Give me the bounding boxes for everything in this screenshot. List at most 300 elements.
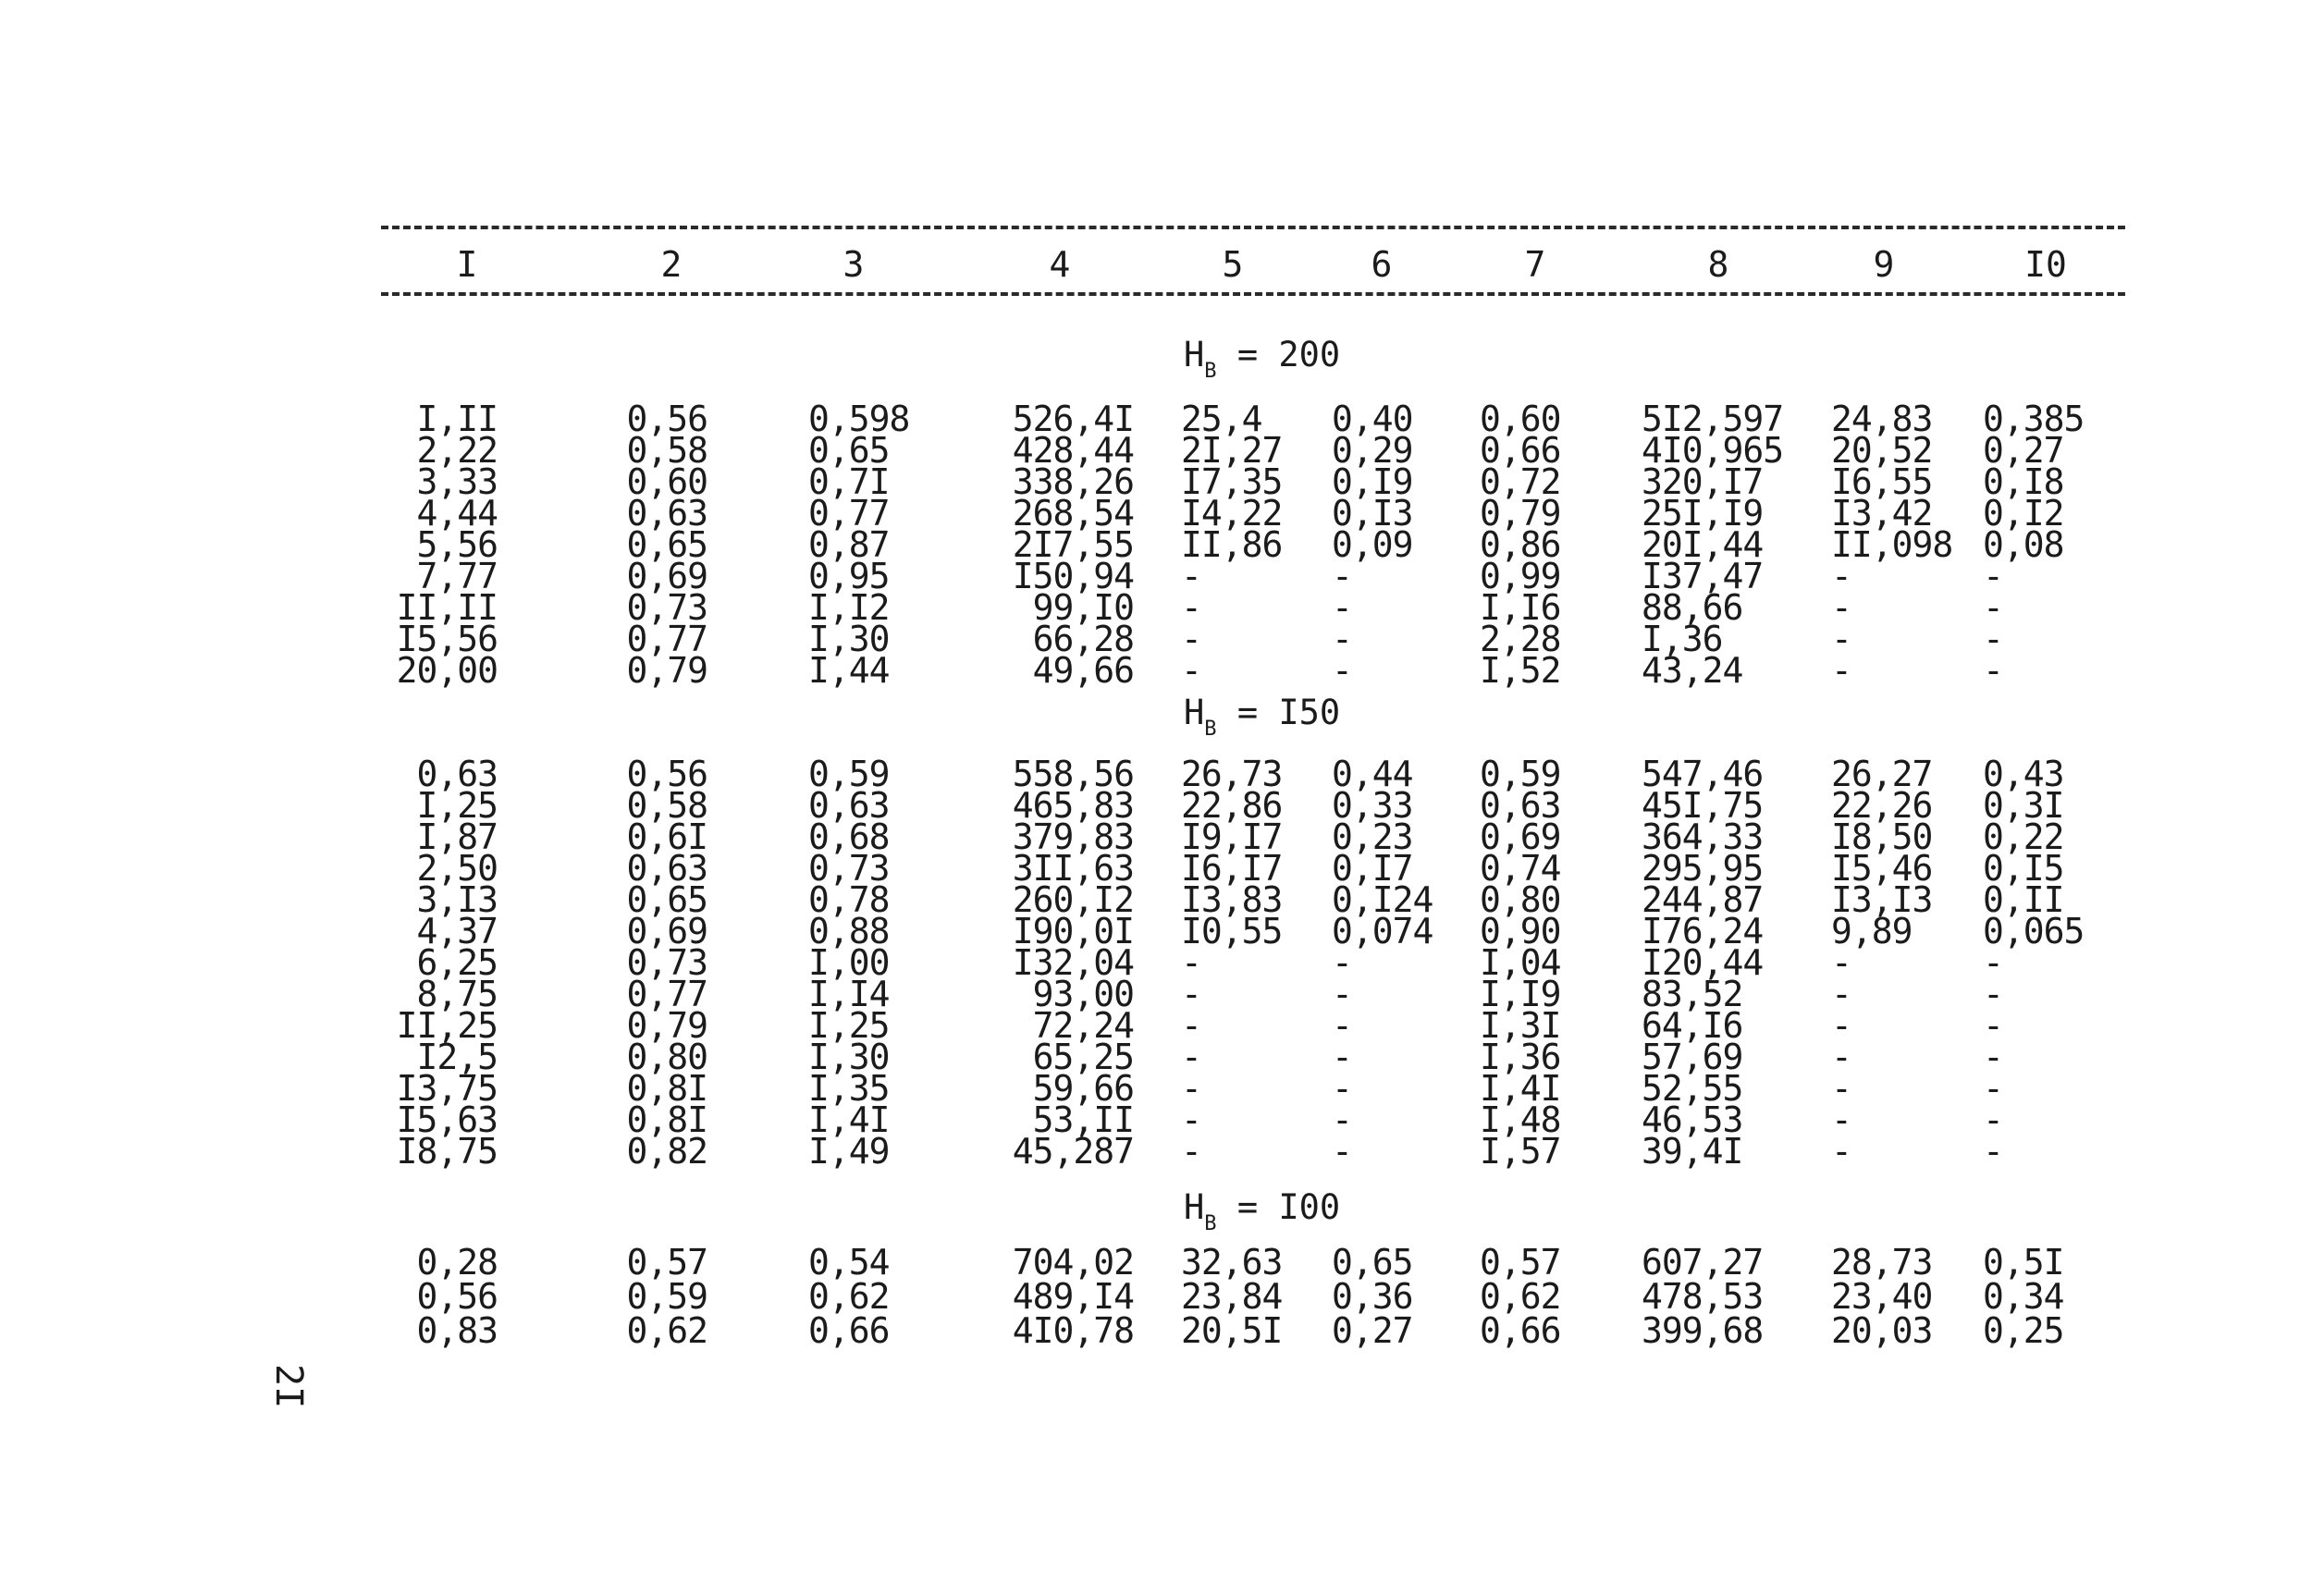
table-cell: 0,I2 [1983,493,2064,534]
table-cell: - [1983,587,2003,628]
table-cell: - [1831,1005,1851,1046]
table-cell: I,I4 [808,974,890,1014]
table-cell: I3,75 [396,1068,498,1109]
table-cell: 0,60 [1480,399,1561,439]
table-cell: 0,59 [626,1276,707,1317]
section-label-subscript: B [1204,360,1217,383]
section-label-value: = I00 [1236,1187,1341,1227]
table-cell: - [1332,1037,1352,1077]
table-cell: I3,42 [1831,493,1933,534]
table-cell: 0,58 [626,785,707,826]
table-cell: I76,24 [1642,911,1764,951]
table-cell: 0,08 [1983,524,2064,565]
table-column-9 [1831,1242,1961,1351]
table-cell: - [1831,619,1851,659]
table-cell: 320,I7 [1642,461,1764,502]
table-cell: I8,75 [396,1131,498,1172]
table-cell: I,25 [416,785,498,826]
table-cell: - [1983,650,2003,691]
table-cell: - [1332,1068,1352,1109]
table-cell: 0,59 [1480,754,1561,794]
table-cell: 22,86 [1181,785,1283,826]
table-cell: 64,I6 [1642,1005,1743,1046]
table-column-1 [387,754,498,1172]
table-cell: - [1831,587,1851,628]
table-cell: - [1332,942,1352,983]
table-cell: I50,94 [1012,556,1134,596]
table-cell: 45,287 [1012,1131,1134,1172]
table-cell: I,I9 [1480,974,1561,1014]
table-cell: - [1181,587,1201,628]
table-cell: 0,34 [1983,1276,2064,1317]
page-number: 2I [267,1364,310,1409]
table-cell: I,52 [1480,650,1561,691]
table-column-10 [1983,1242,2103,1351]
section-label-hb-200 [1184,333,1340,383]
table-column-1 [387,1242,498,1351]
section-label-subscript: B [1204,718,1217,741]
table-column-2 [615,399,707,691]
table-cell: 0,73 [626,942,707,983]
table-cell: 0,27 [1983,430,2064,471]
table-cell: 0,79 [1480,493,1561,534]
table-cell: 260,I2 [1012,879,1134,920]
table-cell: 0,I7 [1332,848,1413,889]
table-cell: 2,28 [1480,619,1561,659]
table-cell: 0,77 [626,974,707,1014]
table-cell: 83,52 [1642,974,1743,1014]
table-cell: 0,56 [626,754,707,794]
table-column-8 [1642,399,1790,691]
table-cell: - [1181,942,1201,983]
table-cell: 4I0,78 [1012,1310,1134,1351]
table-cell: 72,24 [1032,1005,1134,1046]
column-header-9: 9 [1873,244,1895,285]
table-cell: 25,4 [1181,399,1262,439]
table-cell: 0,25 [1983,1310,2064,1351]
table-column-10 [1983,399,2103,691]
table-cell: 244,87 [1642,879,1764,920]
table-cell: 53,II [1032,1099,1134,1140]
table-cell: 0,65 [626,524,707,565]
table-cell: 2I7,55 [1012,524,1134,565]
table-cell: 4,37 [416,911,498,951]
table-cell: 0,8I [626,1068,707,1109]
table-cell: 0,65 [1332,1242,1413,1283]
table-cell: I,I2 [808,587,890,628]
table-cell: 0,80 [626,1037,707,1077]
table-cell: 99,I0 [1032,587,1134,628]
table-cell: 0,54 [808,1242,890,1283]
table-cell: - [1831,942,1851,983]
table-cell: I,25 [808,1005,890,1046]
table-cell: 0,33 [1332,785,1413,826]
table-cell: 0,74 [1480,848,1561,889]
table-cell: 88,66 [1642,587,1743,628]
table-cell: 0,3I [1983,785,2064,826]
table-cell: 0,I5 [1983,848,2064,889]
table-cell: 0,79 [626,650,707,691]
table-cell: - [1332,556,1352,596]
table-cell: I5,56 [396,619,498,659]
table-column-1 [387,399,498,691]
table-cell: 0,63 [626,848,707,889]
table-cell: 0,62 [1480,1276,1561,1317]
table-cell: 0,88 [808,911,890,951]
table-cell: 9,89 [1831,911,1913,951]
table-cell: 0,40 [1332,399,1413,439]
table-cell: 0,62 [626,1310,707,1351]
table-cell: 0,60 [626,461,707,502]
table-cell: 0,09 [1332,524,1413,565]
section-label-value: = I50 [1236,693,1341,732]
table-cell: 0,77 [808,493,890,534]
table-cell: I32,04 [1012,942,1134,983]
table-cell: 704,02 [1012,1242,1134,1283]
table-cell: - [1332,650,1352,691]
table-cell: 0,22 [1983,816,2064,857]
table-cell: 4,44 [416,493,498,534]
table-cell: 0,074 [1332,911,1433,951]
table-cell: 0,95 [808,556,890,596]
table-cell: 0,77 [626,619,707,659]
table-cell: 364,33 [1642,816,1764,857]
section-label-symbol: H [1184,1187,1205,1227]
table-cell: - [1181,1037,1201,1077]
table-cell: 23,40 [1831,1276,1933,1317]
table-cell: 20,5I [1181,1310,1283,1351]
table-column-2 [615,1242,707,1351]
section-label-value: = 200 [1236,335,1341,374]
table-cell: 0,23 [1332,816,1413,857]
table-cell: 0,I3 [1332,493,1413,534]
section-label-hb-150 [1184,691,1340,741]
table-cell: 0,83 [416,1310,498,1351]
column-header-1: I [456,244,478,285]
table-cell: 5,56 [416,524,498,565]
table-cell: 0,65 [626,879,707,920]
table-cell: 32,63 [1181,1242,1283,1283]
table-cell: 8,75 [416,974,498,1014]
table-cell: 28,73 [1831,1242,1933,1283]
table-cell: 0,73 [808,848,890,889]
table-cell: 399,68 [1642,1310,1764,1351]
table-cell: 0,II [1983,879,2064,920]
table-cell: 0,62 [808,1276,890,1317]
column-header-6: 6 [1371,244,1393,285]
table-cell: 526,4I [1012,399,1134,439]
table-cell: 428,44 [1012,430,1134,471]
table-cell: 0,79 [626,1005,707,1046]
table-cell: I0,55 [1181,911,1283,951]
table-cell: I,II [416,399,498,439]
table-cell: 0,57 [626,1242,707,1283]
table-cell: 20,52 [1831,430,1933,471]
header-bottom-rule [381,292,2125,296]
table-cell: I,4I [1480,1068,1561,1109]
table-column-8 [1642,1242,1790,1351]
table-cell: - [1983,974,2003,1014]
table-column-6 [1332,754,1443,1172]
table-cell: 0,66 [1480,430,1561,471]
table-cell: I,44 [808,650,890,691]
table-cell: II,86 [1181,524,1283,565]
table-cell: 20,03 [1831,1310,1933,1351]
table-cell: I,04 [1480,942,1561,983]
table-cell: - [1181,1131,1201,1172]
table-top-rule [381,226,2125,229]
table-cell: 49,66 [1032,650,1134,691]
table-cell: - [1181,974,1201,1014]
table-column-5 [1181,399,1292,691]
table-cell: 0,63 [416,754,498,794]
table-cell: 547,46 [1642,754,1764,794]
table-cell: 0,56 [416,1276,498,1317]
table-column-6 [1332,1242,1443,1351]
table-cell: 0,69 [626,911,707,951]
table-cell: I6,I7 [1181,848,1283,889]
table-cell: 0,I9 [1332,461,1413,502]
table-cell: 24,83 [1831,399,1933,439]
table-cell: - [1181,1005,1201,1046]
table-cell: I,30 [808,619,890,659]
table-cell: 93,00 [1032,974,1134,1014]
table-cell: I3,83 [1181,879,1283,920]
table-cell: I,4I [808,1099,890,1140]
section-label-symbol: H [1184,693,1205,732]
table-column-4 [990,399,1134,691]
table-cell: 26,27 [1831,754,1933,794]
table-column-5 [1181,1242,1292,1351]
table-cell: - [1181,1068,1201,1109]
table-cell: 0,66 [1480,1310,1561,1351]
table-cell: I37,47 [1642,556,1764,596]
table-cell: - [1332,1005,1352,1046]
table-cell: 20I,44 [1642,524,1764,565]
table-cell: 6,25 [416,942,498,983]
table-cell: 0,69 [1480,816,1561,857]
table-cell: - [1983,1037,2003,1077]
table-cell: - [1332,1099,1352,1140]
table-cell: 20,00 [396,650,498,691]
table-cell: 338,26 [1012,461,1134,502]
table-cell: 0,59 [808,754,890,794]
table-cell: 0,78 [808,879,890,920]
table-column-9 [1831,754,1961,1172]
table-cell: - [1831,1068,1851,1109]
table-cell: 0,90 [1480,911,1561,951]
table-cell: 268,54 [1012,493,1134,534]
table-column-7 [1480,754,1581,1172]
table-cell: 0,68 [808,816,890,857]
table-cell: I,57 [1480,1131,1561,1172]
table-cell: I5,46 [1831,848,1933,889]
table-cell: 0,598 [808,399,910,439]
table-cell: I,3I [1480,1005,1561,1046]
table-cell: - [1181,556,1201,596]
table-cell: I,30 [808,1037,890,1077]
table-cell: 379,83 [1012,816,1134,857]
table-column-10 [1983,754,2103,1172]
table-cell: 465,83 [1012,785,1134,826]
table-cell: 66,28 [1032,619,1134,659]
table-cell: - [1983,1099,2003,1140]
table-cell: I,I6 [1480,587,1561,628]
table-cell: I8,50 [1831,816,1933,857]
table-cell: I,36 [1642,619,1723,659]
table-cell: - [1983,942,2003,983]
table-cell: - [1831,1131,1851,1172]
table-cell: 59,66 [1032,1068,1134,1109]
table-cell: 0,65 [808,430,890,471]
table-cell: 26,73 [1181,754,1283,794]
table-cell: I,36 [1480,1037,1561,1077]
table-cell: - [1332,619,1352,659]
table-column-4 [990,754,1134,1172]
table-cell: 0,82 [626,1131,707,1172]
table-cell: 0,80 [1480,879,1561,920]
table-cell: 0,63 [626,493,707,534]
table-cell: 0,6I [626,816,707,857]
table-cell: 3,I3 [416,879,498,920]
table-cell: 46,53 [1642,1099,1743,1140]
table-cell: - [1181,1099,1201,1140]
table-cell: I7,35 [1181,461,1283,502]
table-column-4 [990,1242,1134,1351]
table-cell: 0,43 [1983,754,2064,794]
table-cell: 0,28 [416,1242,498,1283]
table-cell: 39,4I [1642,1131,1743,1172]
table-cell: - [1332,974,1352,1014]
table-cell: 0,58 [626,430,707,471]
table-cell: 0,63 [1480,785,1561,826]
table-cell: 43,24 [1642,650,1743,691]
table-column-6 [1332,399,1443,691]
table-cell: 0,44 [1332,754,1413,794]
table-cell: 0,69 [626,556,707,596]
table-column-2 [615,754,707,1172]
table-cell: 7,77 [416,556,498,596]
table-cell: 478,53 [1642,1276,1764,1317]
table-cell: 3II,63 [1012,848,1134,889]
table-cell: 0,8I [626,1099,707,1140]
table-column-5 [1181,754,1292,1172]
table-cell: I2,5 [416,1037,498,1077]
table-cell: 0,I8 [1983,461,2064,502]
table-cell: 4I0,965 [1642,430,1784,471]
table-cell: 489,I4 [1012,1276,1134,1317]
table-cell: 0,99 [1480,556,1561,596]
table-cell: I,49 [808,1131,890,1172]
table-cell: 0,86 [1480,524,1561,565]
table-cell: 0,385 [1983,399,2085,439]
table-cell: 25I,I9 [1642,493,1764,534]
table-cell: 5I2,597 [1642,399,1784,439]
table-column-3 [808,399,910,691]
table-cell: I6,55 [1831,461,1933,502]
table-column-3 [808,1242,910,1351]
table-cell: I3,I3 [1831,879,1933,920]
column-header-5: 5 [1222,244,1244,285]
table-cell: 2,22 [416,430,498,471]
table-cell: 0,87 [808,524,890,565]
table-cell: 558,56 [1012,754,1134,794]
table-cell: 0,56 [626,399,707,439]
table-cell: 0,63 [808,785,890,826]
table-cell: 0,7I [808,461,890,502]
section-label-subscript: B [1204,1212,1217,1235]
table-cell: 22,26 [1831,785,1933,826]
table-column-8 [1642,754,1790,1172]
column-header-4: 4 [1049,244,1071,285]
table-cell: - [1831,974,1851,1014]
table-cell: 45I,75 [1642,785,1764,826]
section-label-hb-100 [1184,1185,1340,1235]
table-cell: II,098 [1831,524,1953,565]
column-header-2: 2 [660,244,683,285]
table-cell: II,II [396,587,498,628]
table-cell: 607,27 [1642,1242,1764,1283]
table-cell: 0,73 [626,587,707,628]
table-cell: 0,5I [1983,1242,2064,1283]
table-column-9 [1831,399,1961,691]
column-header-10: I0 [2024,244,2067,285]
table-cell: 0,29 [1332,430,1413,471]
table-cell: 3,33 [416,461,498,502]
table-cell: - [1831,556,1851,596]
table-column-7 [1480,1242,1581,1351]
table-cell: - [1983,1005,2003,1046]
table-cell: I,35 [808,1068,890,1109]
table-cell: 0,57 [1480,1242,1561,1283]
table-cell: 2I,27 [1181,430,1283,471]
table-cell: - [1983,1131,2003,1172]
table-cell: 65,25 [1032,1037,1134,1077]
table-cell: 23,84 [1181,1276,1283,1317]
table-cell: - [1332,587,1352,628]
table-cell: II,25 [396,1005,498,1046]
table-column-3 [808,754,910,1172]
column-header-3: 3 [843,244,865,285]
column-header-8: 8 [1707,244,1729,285]
table-cell: - [1332,1131,1352,1172]
table-cell: 52,55 [1642,1068,1743,1109]
table-cell: I20,44 [1642,942,1764,983]
table-cell: - [1181,650,1201,691]
table-cell: I,87 [416,816,498,857]
table-cell: - [1831,1037,1851,1077]
table-cell: 0,I24 [1332,879,1433,920]
table-cell: 0,27 [1332,1310,1413,1351]
table-cell: 0,36 [1332,1276,1413,1317]
section-label-symbol: H [1184,335,1205,374]
table-cell: - [1983,556,2003,596]
table-cell: - [1831,650,1851,691]
table-cell: I4,22 [1181,493,1283,534]
table-cell: I,48 [1480,1099,1561,1140]
table-cell: - [1983,1068,2003,1109]
table-cell: - [1983,619,2003,659]
table-cell: 57,69 [1642,1037,1743,1077]
table-cell: 295,95 [1642,848,1764,889]
table-cell: - [1181,619,1201,659]
column-header-7: 7 [1524,244,1546,285]
table-cell: - [1831,1099,1851,1140]
table-cell: I9,I7 [1181,816,1283,857]
table-cell: 2,50 [416,848,498,889]
table-cell: I5,63 [396,1099,498,1140]
table-cell: 0,065 [1983,911,2085,951]
